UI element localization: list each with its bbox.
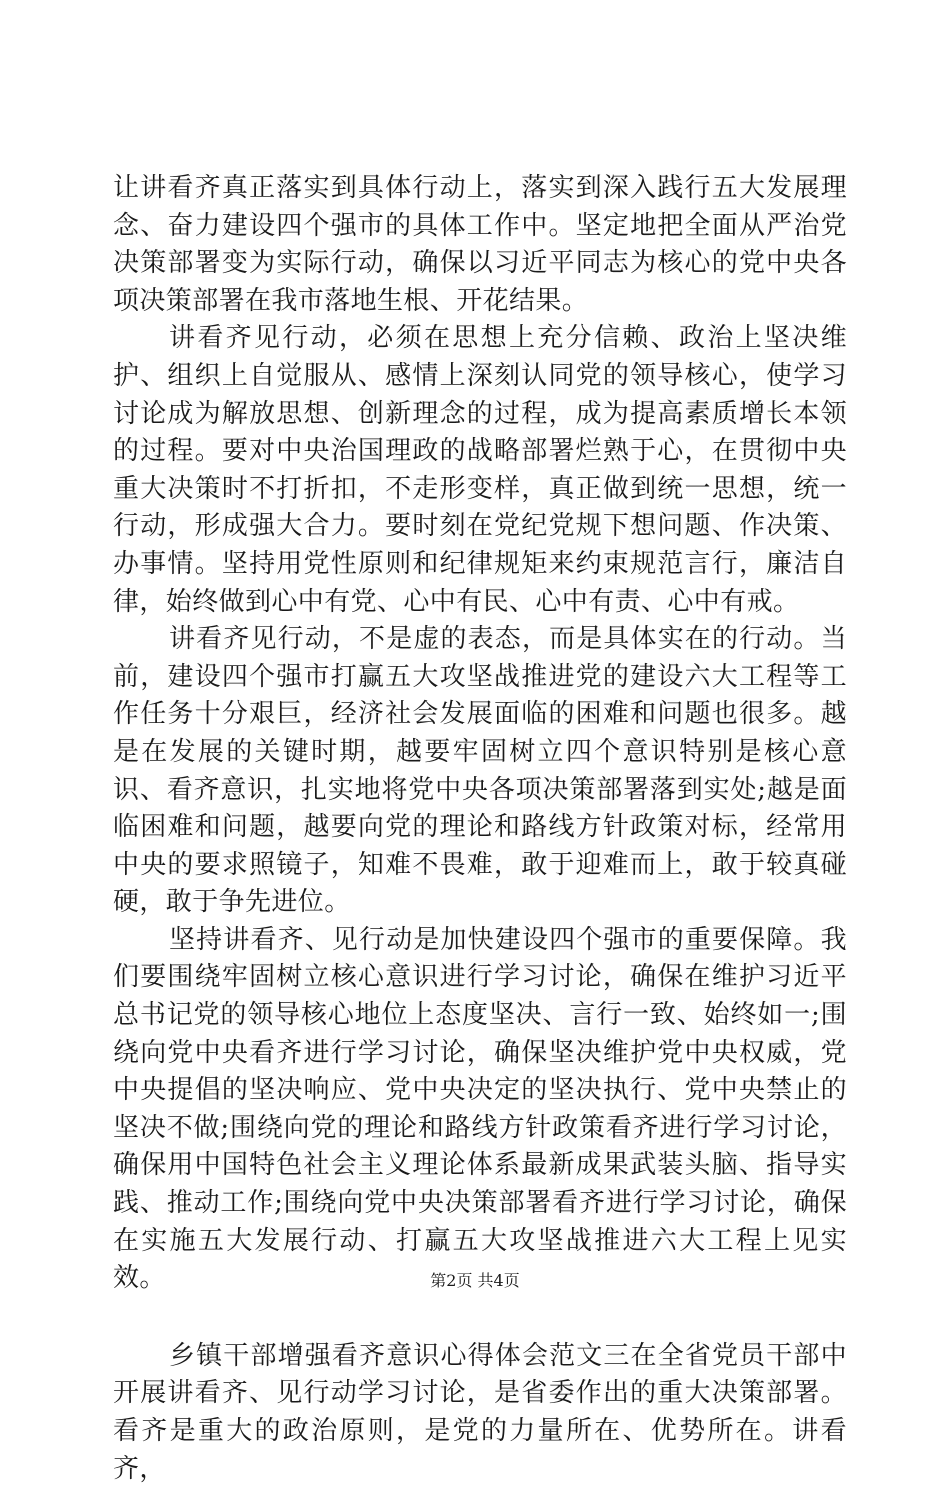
- page-number-footer: 第2页 共4页: [430, 1271, 520, 1290]
- paragraph-2: 讲看齐见行动，必须在思想上充分信赖、政治上坚决维护、组织上自觉服从、感情上深刻认同党的领导核心，使学习讨论成为解放思想、创新理念的过程，成为提高素质增长本领的过程。要对中央治国理政的战略部署烂熟于心，在贯彻中央重大决策时不打折扣，不走形变样，真正做到统一思想，统一行动，形成强大合力。要时刻在党纪党规下想问题、作决策、办事情。坚持用党性原则和纪律规矩来约束规范言行，廉洁自律，始终做到心中有党、心中有民、心中有责、心中有戒。: [113, 323, 847, 617]
- paragraph-4: 坚持讲看齐、见行动是加快建设四个强市的重要保障。我们要围绕牢固树立核心意识进行学习讨论，确保在维护习近平总书记党的领导核心地位上态度坚决、言行一致、始终如一;围绕向党中央看齐进行学习讨论，确保坚决维护党中央权威，党中央提倡的坚决响应、党中央决定的坚决执行、党中央禁止的坚决不做;围绕向党的理论和路线方针政策看齐进行学习讨论，确保用中国特色社会主义理论体系最新成果武装头脑、指导实践、推动工作;围绕向党中央决策部署看齐进行学习讨论，确保在实施五大发展行动、打赢五大攻坚战推进六大工程上见实效。: [113, 924, 847, 1294]
- paragraph-1: 让讲看齐真正落实到具体行动上，落实到深入践行五大发展理念、奋力建设四个强市的具体工作中。坚定地把全面从严治党决策部署变为实际行动，确保以习近平同志为核心的党中央各项决策部署在我市落地生根、开花结果。: [113, 173, 847, 316]
- paragraph-5: 乡镇干部增强看齐意识心得体会范文三在全省党员干部中开展讲看齐、见行动学习讨论，是省委作出的重大决策部署。看齐是重大的政治原则，是党的力量所在、优势所在。讲看齐，: [113, 1340, 847, 1484]
- paragraph-3: 讲看齐见行动，不是虚的表态，而是具体实在的行动。当前，建设四个强市打赢五大攻坚战推进党的建设六大工程等工作任务十分艰巨，经济社会发展面临的困难和问题也很多。越是在发展的关键时期，越要牢固树立四个意识特别是核心意识、看齐意识，扎实地将党中央各项决策部署落到实处;越是面临困难和问题，越要向党的理论和路线方针政策对标，经常用中央的要求照镜子，知难不畏难，敢于迎难而上，敢于较真碰硬，敢于争先进位。: [113, 624, 847, 918]
